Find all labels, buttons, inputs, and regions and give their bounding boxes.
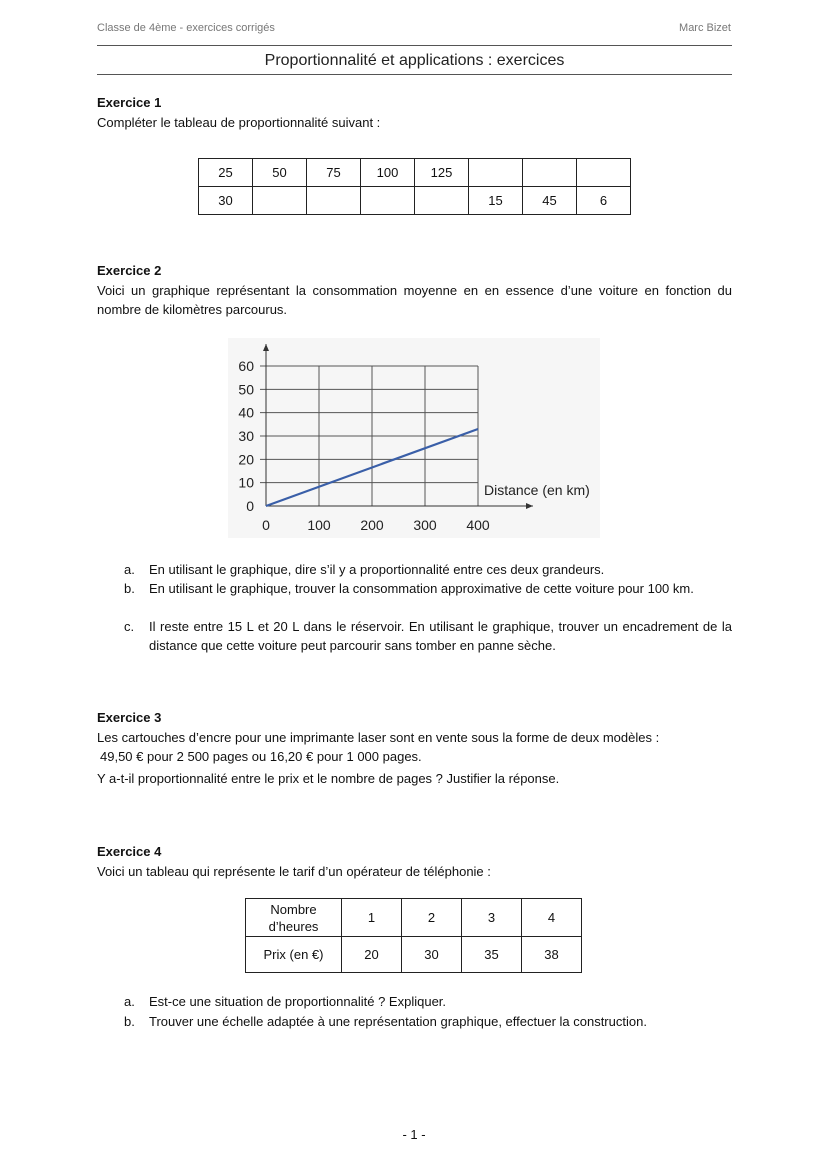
ex1-cell: 75: [307, 159, 361, 187]
header-right: Marc Bizet: [679, 22, 731, 34]
ex4-row-price: [246, 937, 582, 973]
ex1-cell: [361, 187, 415, 215]
ex1-cell: 15: [469, 187, 523, 215]
question-marker: b.: [124, 581, 135, 596]
ex4-intro: Voici un tableau qui représente le tarif d’un opérateur de téléphonie :: [97, 864, 491, 879]
ex2-question-a: [124, 560, 732, 579]
x-tick-label: 100: [307, 517, 331, 533]
ex3-heading: Exercice 3: [97, 710, 162, 725]
ex1-cell: 125: [415, 159, 469, 187]
ex1-row-1: [199, 159, 631, 187]
y-tick-label: 20: [238, 451, 254, 468]
ex1-cell: [307, 187, 361, 215]
page-title: Proportionnalité et applications : exercices: [264, 52, 565, 69]
header-left: Classe de 4ème - exercices corrigés: [97, 22, 275, 34]
question-marker: a.: [124, 562, 135, 577]
ex1-heading: Exercice 1: [97, 95, 162, 110]
y-tick-label: 50: [238, 381, 254, 398]
question-text: En utilisant le graphique, trouver la consommation approximative de cette voiture pour 100 km.: [149, 581, 694, 596]
ex4-cell: 35: [462, 937, 522, 973]
x-axis-label: Distance (en km): [484, 482, 590, 498]
question-marker: a.: [124, 994, 135, 1009]
ex4-cell: 2: [402, 899, 462, 937]
ex4-cell: 1: [342, 899, 402, 937]
x-tick-label: 0: [262, 517, 270, 533]
question-marker: c.: [124, 619, 135, 634]
ex2-question-b: [124, 579, 732, 617]
ex2-question-c: [124, 617, 732, 655]
y-tick-label: 40: [238, 404, 254, 421]
ex1-cell: 6: [577, 187, 631, 215]
ex1-cell: 30: [199, 187, 253, 215]
y-tick-label: 0: [246, 498, 254, 514]
question-text: En utilisant le graphique, dire s’il y a proportionnalité entre ces deux grandeurs.: [149, 562, 605, 577]
ex4-table: [245, 898, 582, 973]
y-tick-label: 10: [238, 474, 254, 491]
ex1-cell: [415, 187, 469, 215]
ex3-line-2: 49,50 € pour 2 500 pages ou 16,20 € pour 1 000 pages.: [100, 749, 422, 764]
ex4-question-b: [124, 1012, 732, 1031]
ex3-line-3: Y a-t-il proportionnalité entre le prix et le nombre de pages ? Justifier la réponse.: [97, 771, 560, 786]
ex4-row-hours: [246, 899, 582, 937]
x-tick-label: 300: [413, 517, 437, 533]
ex4-row-label: Prix (en €): [246, 937, 342, 973]
ex1-cell: [577, 159, 631, 187]
y-tick-label: 60: [238, 358, 254, 374]
ex1-cell: [253, 187, 307, 215]
ex4-cell: 4: [522, 899, 582, 937]
ex1-table: [198, 158, 631, 215]
ex1-cell: 50: [253, 159, 307, 187]
ex2-intro: Voici un graphique représentant la consommation moyenne en en essence d’une voiture en fonction du nombre de kilomètres parcourus.: [97, 283, 732, 317]
header-bottom-rule: [97, 74, 732, 75]
ex4-cell: 38: [522, 937, 582, 973]
question-text: Il reste entre 15 L et 20 L dans le réservoir. En utilisant le graphique, trouver un encadrement de la distance que cette voiture peut parcourir sans tomber en panne sèche.: [149, 619, 732, 653]
question-marker: b.: [124, 1014, 135, 1029]
ex4-cell: 3: [462, 899, 522, 937]
ex1-cell: 25: [199, 159, 253, 187]
x-tick-label: 200: [360, 517, 384, 533]
ex1-cell: 45: [523, 187, 577, 215]
ex1-cell: 100: [361, 159, 415, 187]
ex4-cell: 20: [342, 937, 402, 973]
ex1-cell: [469, 159, 523, 187]
ex1-row-2: [199, 187, 631, 215]
header-top-rule: [97, 45, 732, 46]
question-text: Est-ce une situation de proportionnalité ? Expliquer.: [149, 994, 447, 1009]
y-tick-label: 30: [238, 428, 254, 444]
ex4-cell: 30: [402, 937, 462, 973]
ex1-instruction: Compléter le tableau de proportionnalité suivant :: [97, 115, 381, 130]
ex2-heading: Exercice 2: [97, 263, 162, 278]
chart-background: [228, 338, 600, 538]
ex4-question-a: [124, 992, 732, 1011]
ex1-cell: [523, 159, 577, 187]
x-tick-label: 400: [466, 517, 490, 533]
ex4-row-label: Nombre d’heures: [246, 899, 342, 937]
page-number: - 1 -: [402, 1127, 426, 1142]
consumption-chart: [228, 338, 600, 538]
ex3-line-1: Les cartouches d’encre pour une imprimante laser sont en vente sous la forme de deux modèles :: [97, 730, 660, 745]
ex4-heading: Exercice 4: [97, 844, 162, 859]
question-text: Trouver une échelle adaptée à une représentation graphique, effectuer la construction.: [149, 1014, 647, 1029]
